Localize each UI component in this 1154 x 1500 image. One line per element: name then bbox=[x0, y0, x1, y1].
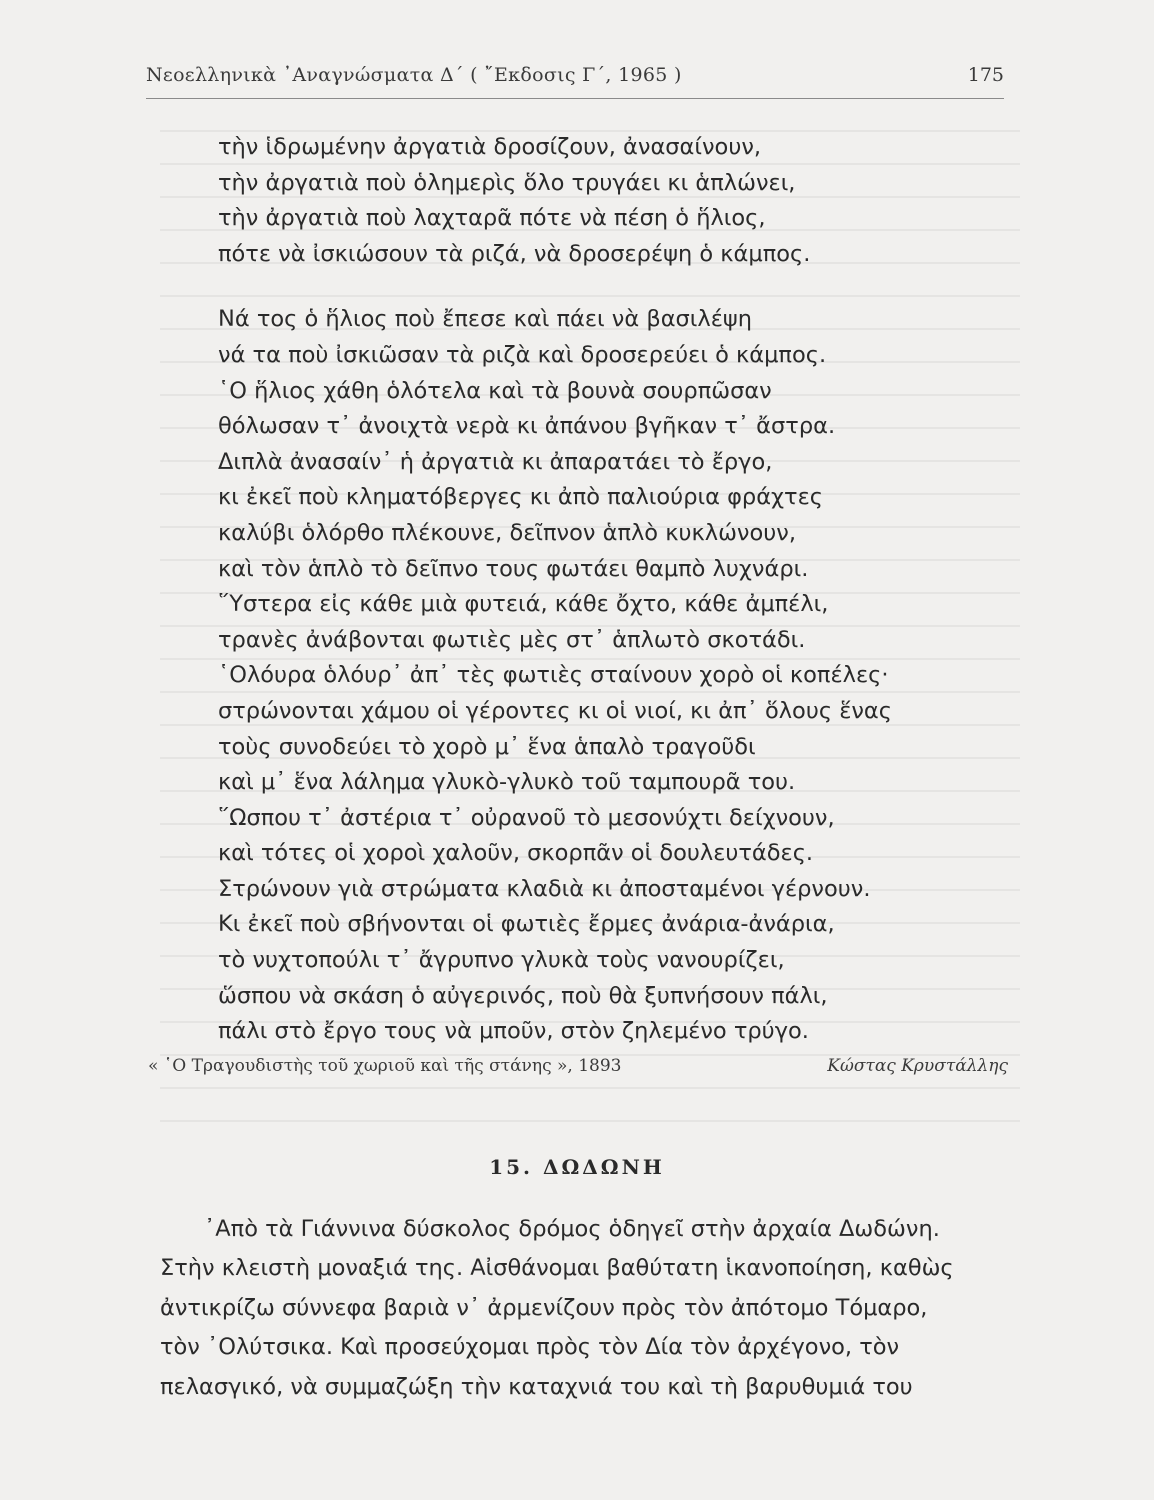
prose-line: πελασγικό, νὰ συμμαζώξη τὴν καταχνιά του καὶ τὴ βαρυθυμιά του bbox=[160, 1373, 913, 1400]
poem-line: νά τα ποὺ ἰσκιῶσαν τὰ ριζὰ καὶ δροσερεύει ὁ κάμπος. bbox=[218, 341, 827, 368]
running-head bbox=[146, 64, 1004, 99]
source-work: « ῾Ο Τραγουδιστὴς τοῦ χωριοῦ καὶ τῆς στάνης », 1893 bbox=[148, 1056, 622, 1076]
poem-line: στρώνονται χάμου οἱ γέροντες κι οἱ νιοί, κι ἀπ᾿ ὅλους ἕνας bbox=[218, 697, 892, 724]
poem-line: πάλι στὸ ἔργο τους νὰ μποῦν, στὸν ζηλεμένο τρύγο. bbox=[218, 1018, 809, 1045]
poem-line: ῞Υστερα εἰς κάθε μιὰ φυτειά, κάθε ὄχτο, κάθε ἀμπέλι, bbox=[218, 591, 829, 618]
poem-line: τὸ νυχτοπούλι τ᾿ ἄγρυπνο γλυκὰ τοὺς νανουρίζει, bbox=[218, 947, 785, 974]
poem-line: καὶ τότες οἱ χοροὶ χαλοῦν, σκορπᾶν οἱ δουλευτάδες. bbox=[218, 840, 814, 867]
stanza-1 bbox=[218, 130, 1008, 272]
source-author: Κώστας Κρυστάλλης bbox=[827, 1056, 1008, 1076]
poem-line: Κι ἐκεῖ ποὺ σβήνονται οἱ φωτιὲς ἔρμες ἀνάρια-ἀνάρια, bbox=[218, 911, 835, 938]
page-number: 175 bbox=[967, 64, 1004, 86]
section-heading: 15. ΔΩΔΩΝΗ bbox=[489, 1155, 665, 1179]
poem-line: ὥσπου νὰ σκάση ὁ αὐγερινός, ποὺ θὰ ξυπνήσουν πάλι, bbox=[218, 982, 828, 1009]
poem-line: Νά τος ὁ ἥλιος ποὺ ἔπεσε καὶ πάει νὰ βασιλέψη bbox=[218, 306, 753, 333]
poem-line: τρανὲς ἀνάβονται φωτιὲς μὲς στ᾿ ἁπλωτὸ σκοτάδι. bbox=[218, 626, 806, 653]
poem-line: τὴν ἀργατιὰ ποὺ ὁλημερὶς ὅλο τρυγάει κι ἁπλώνει, bbox=[218, 169, 796, 196]
poem-line: τοὺς συνοδεύει τὸ χορὸ μ᾿ ἕνα ἁπαλὸ τραγοῦδι bbox=[218, 733, 756, 760]
stanza-2 bbox=[218, 302, 1008, 1049]
poem bbox=[218, 130, 1008, 1050]
running-title: Νεοελληνικὰ ᾿Αναγνώσματα Δ΄ ( ῎Εκδοσις Γ΄, 1965 ) bbox=[146, 64, 682, 86]
poem-line: ῾Ο ἥλιος χάθη ὁλότελα καὶ τὰ βουνὰ σουρπῶσαν bbox=[218, 377, 772, 404]
poem-line: τὴν ἀργατιὰ ποὺ λαχταρᾶ πότε νὰ πέση ὁ ἥλιος, bbox=[218, 205, 766, 232]
prose-paragraph bbox=[160, 1210, 1008, 1407]
poem-line: καὶ μ᾿ ἕνα λάλημα γλυκὸ-γλυκὸ τοῦ ταμπουρᾶ του. bbox=[218, 769, 796, 796]
prose-line: τὸν ᾿Ολύτσικα. Καὶ προσεύχομαι πρὸς τὸν Δία τὸν ἀρχέγονο, τὸν bbox=[160, 1334, 900, 1361]
poem-line: πότε νὰ ἰσκιώσουν τὰ ριζά, νὰ δροσερέψη ὁ κάμπος. bbox=[218, 240, 811, 267]
poem-line: Στρώνουν γιὰ στρώματα κλαδιὰ κι ἀποσταμένοι γέρνουν. bbox=[218, 875, 871, 902]
prose-line: ᾿Απὸ τὰ Γιάννινα δύσκολος δρόμος ὁδηγεῖ στὴν ἀρχαία Δωδώνη. bbox=[204, 1216, 940, 1242]
poem-line: καλύβι ὁλόρθο πλέκουνε, δεῖπνον ἁπλὸ κυκλώνουν, bbox=[218, 519, 796, 546]
prose-line: Στὴν κλειστὴ μοναξιά της. Αἰσθάνομαι βαθύτατη ἱκανοποίηση, καθὼς bbox=[160, 1255, 954, 1282]
poem-line: τὴν ἱδρωμένην ἀργατιὰ δροσίζουν, ἀνασαίνουν, bbox=[218, 134, 762, 160]
poem-line: καὶ τὸν ἁπλὸ τὸ δεῖπνο τους φωτάει θαμπὸ λυχνάρι. bbox=[218, 555, 809, 582]
poem-line: ῞Ωσπου τ᾿ ἀστέρια τ᾿ οὐρανοῦ τὸ μεσονύχτι δείχνουν, bbox=[218, 804, 835, 831]
poem-line: Διπλὰ ἀνασαίν᾿ ἡ ἀργατιὰ κι ἀπαρατάει τὸ ἔργο, bbox=[218, 448, 773, 475]
poem-line: ῾Ολόυρα ὁλόυρ᾿ ἀπ᾿ τὲς φωτιὲς σταίνουν χορὸ οἱ κοπέλες· bbox=[218, 662, 889, 689]
poem-line: κι ἐκεῖ ποὺ κληματόβεργες κι ἀπὸ παλιούρια φράχτες bbox=[218, 484, 823, 511]
prose-line: ἀντικρίζω σύννεφα βαριὰ ν᾿ ἀρμενίζουν πρὸς τὸν ἀπότομο Τόμαρο, bbox=[160, 1294, 928, 1321]
poem-line: θόλωσαν τ᾿ ἀνοιχτὰ νερὰ κι ἀπάνου βγῆκαν τ᾿ ἄστρα. bbox=[218, 413, 836, 440]
